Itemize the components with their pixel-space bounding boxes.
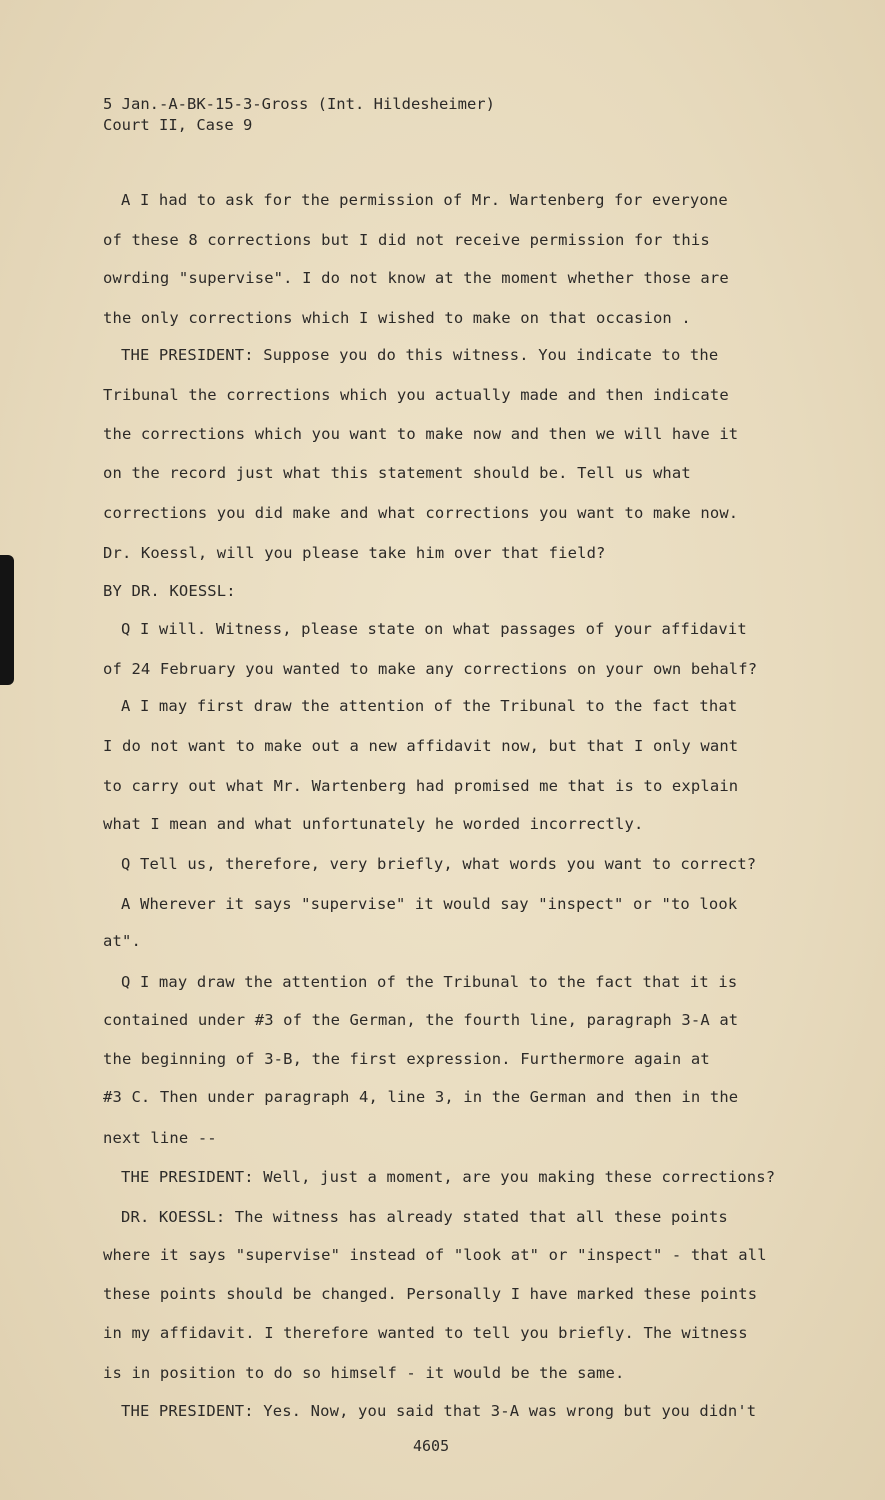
transcript-line: where it says "supervise" instead of "look at" or "inspect" - that all <box>103 1246 767 1264</box>
transcript-line: these points should be changed. Personally I have marked these points <box>103 1285 758 1303</box>
transcript-line: Q Tell us, therefore, very briefly, what words you want to correct? <box>121 855 757 873</box>
transcript-line: A Wherever it says "supervise" it would say "inspect" or "to look <box>121 895 738 913</box>
transcript-line: Q I will. Witness, please state on what passages of your affidavit <box>121 620 747 638</box>
transcript-line: owrding "supervise". I do not know at the moment whether those are <box>103 269 729 287</box>
transcript-line: BY DR. KOESSL: <box>103 582 236 600</box>
transcript-line: the beginning of 3-B, the first expression. Furthermore again at <box>103 1050 710 1068</box>
page-number: 4605 <box>413 1437 450 1455</box>
transcript-line: at". <box>103 932 141 950</box>
transcript-line: THE PRESIDENT: Yes. Now, you said that 3-A was wrong but you didn't <box>121 1402 757 1420</box>
transcript-line: A I had to ask for the permission of Mr. Wartenberg for everyone <box>121 191 728 209</box>
transcript-line: Tribunal the corrections which you actually made and then indicate <box>103 386 729 404</box>
transcript-line: Q I may draw the attention of the Tribunal to the fact that it is <box>121 973 738 991</box>
transcript-line: contained under #3 of the German, the fourth line, paragraph 3-A at <box>103 1011 739 1029</box>
transcript-line: A I may first draw the attention of the Tribunal to the fact that <box>121 697 738 715</box>
transcript-line: #3 C. Then under paragraph 4, line 3, in the German and then in the <box>103 1088 739 1106</box>
transcript-line: in my affidavit. I therefore wanted to tell you briefly. The witness <box>103 1324 748 1342</box>
transcript-line: on the record just what this statement should be. Tell us what <box>103 464 691 482</box>
transcript-line: THE PRESIDENT: Well, just a moment, are you making these corrections? <box>121 1168 776 1186</box>
transcript-line: is in position to do so himself - it would be the same. <box>103 1364 625 1382</box>
transcript-line: next line -- <box>103 1129 217 1147</box>
document-header <box>103 94 495 136</box>
transcript-line: I do not want to make out a new affidavit now, but that I only want <box>103 737 739 755</box>
transcript-line: of these 8 corrections but I did not receive permission for this <box>103 231 710 249</box>
transcript-line: corrections you did make and what corrections you want to make now. <box>103 504 739 522</box>
transcript-line: what I mean and what unfortunately he worded incorrectly. <box>103 815 644 833</box>
header-reference: 5 Jan.-A-BK-15-3-Gross (Int. Hildesheimer) <box>103 95 495 113</box>
transcript-line: Dr. Koessl, will you please take him over that field? <box>103 544 606 562</box>
transcript-line: THE PRESIDENT: Suppose you do this witness. You indicate to the <box>121 346 719 364</box>
transcript-line: the corrections which you want to make now and then we will have it <box>103 425 739 443</box>
transcript-line: the only corrections which I wished to make on that occasion . <box>103 309 691 327</box>
binding-edge-mark <box>0 555 14 685</box>
transcript-line: DR. KOESSL: The witness has already stated that all these points <box>121 1208 728 1226</box>
transcript-line: to carry out what Mr. Wartenberg had promised me that is to explain <box>103 777 739 795</box>
transcript-line: of 24 February you wanted to make any corrections on your own behalf? <box>103 660 758 678</box>
header-court: Court II, Case 9 <box>103 116 253 134</box>
